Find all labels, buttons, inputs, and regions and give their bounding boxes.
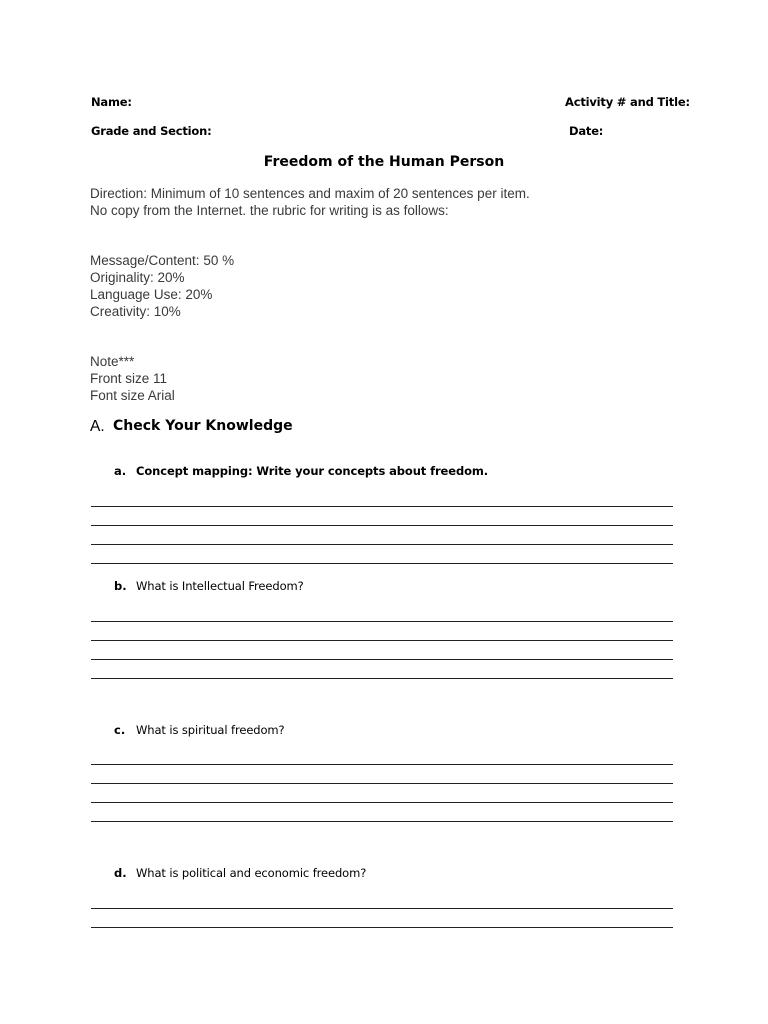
question-letter: a.	[114, 464, 127, 478]
rubric-item-creativity: Creativity: 10%	[90, 304, 181, 319]
answer-line[interactable]	[91, 821, 673, 822]
answer-line[interactable]	[91, 544, 673, 545]
page-title: Freedom of the Human Person	[263, 154, 505, 170]
question-text: What is spiritual freedom?	[136, 723, 285, 737]
name-label: Name:	[91, 95, 132, 109]
question-letter: c.	[114, 723, 126, 737]
note-heading: Note***	[90, 354, 135, 369]
answer-line[interactable]	[91, 563, 673, 564]
answer-line[interactable]	[91, 506, 673, 507]
question-text: What is political and economic freedom?	[136, 866, 367, 880]
activity-title-label: Activity # and Title:	[565, 95, 690, 109]
section-title: Check Your Knowledge	[113, 418, 293, 434]
question-letter: b.	[114, 579, 127, 593]
rubric-item-language: Language Use: 20%	[90, 287, 213, 302]
answer-line[interactable]	[91, 783, 673, 784]
direction-line-2: No copy from the Internet. the rubric for writing is as follows:	[90, 203, 449, 218]
answer-line[interactable]	[91, 802, 673, 803]
answer-line[interactable]	[91, 764, 673, 765]
answer-line[interactable]	[91, 678, 673, 679]
question-text: Concept mapping: Write your concepts about freedom.	[136, 464, 489, 478]
answer-line[interactable]	[91, 640, 673, 641]
answer-line[interactable]	[91, 659, 673, 660]
note-line-1: Front size 11	[90, 371, 168, 386]
answer-line[interactable]	[91, 525, 673, 526]
direction-line-1: Direction: Minimum of 10 sentences and maxim of 20 sentences per item.	[90, 186, 530, 201]
rubric-item-content: Message/Content: 50 %	[90, 253, 235, 268]
grade-section-label: Grade and Section:	[91, 124, 212, 138]
rubric-item-originality: Originality: 20%	[90, 270, 185, 285]
section-letter: A.	[90, 418, 105, 435]
answer-line[interactable]	[91, 908, 673, 909]
answer-line[interactable]	[91, 927, 673, 928]
answer-line[interactable]	[91, 621, 673, 622]
note-line-2: Font size Arial	[90, 388, 175, 403]
question-text: What is Intellectual Freedom?	[136, 579, 304, 593]
question-letter: d.	[114, 866, 127, 880]
date-label: Date:	[569, 124, 604, 138]
